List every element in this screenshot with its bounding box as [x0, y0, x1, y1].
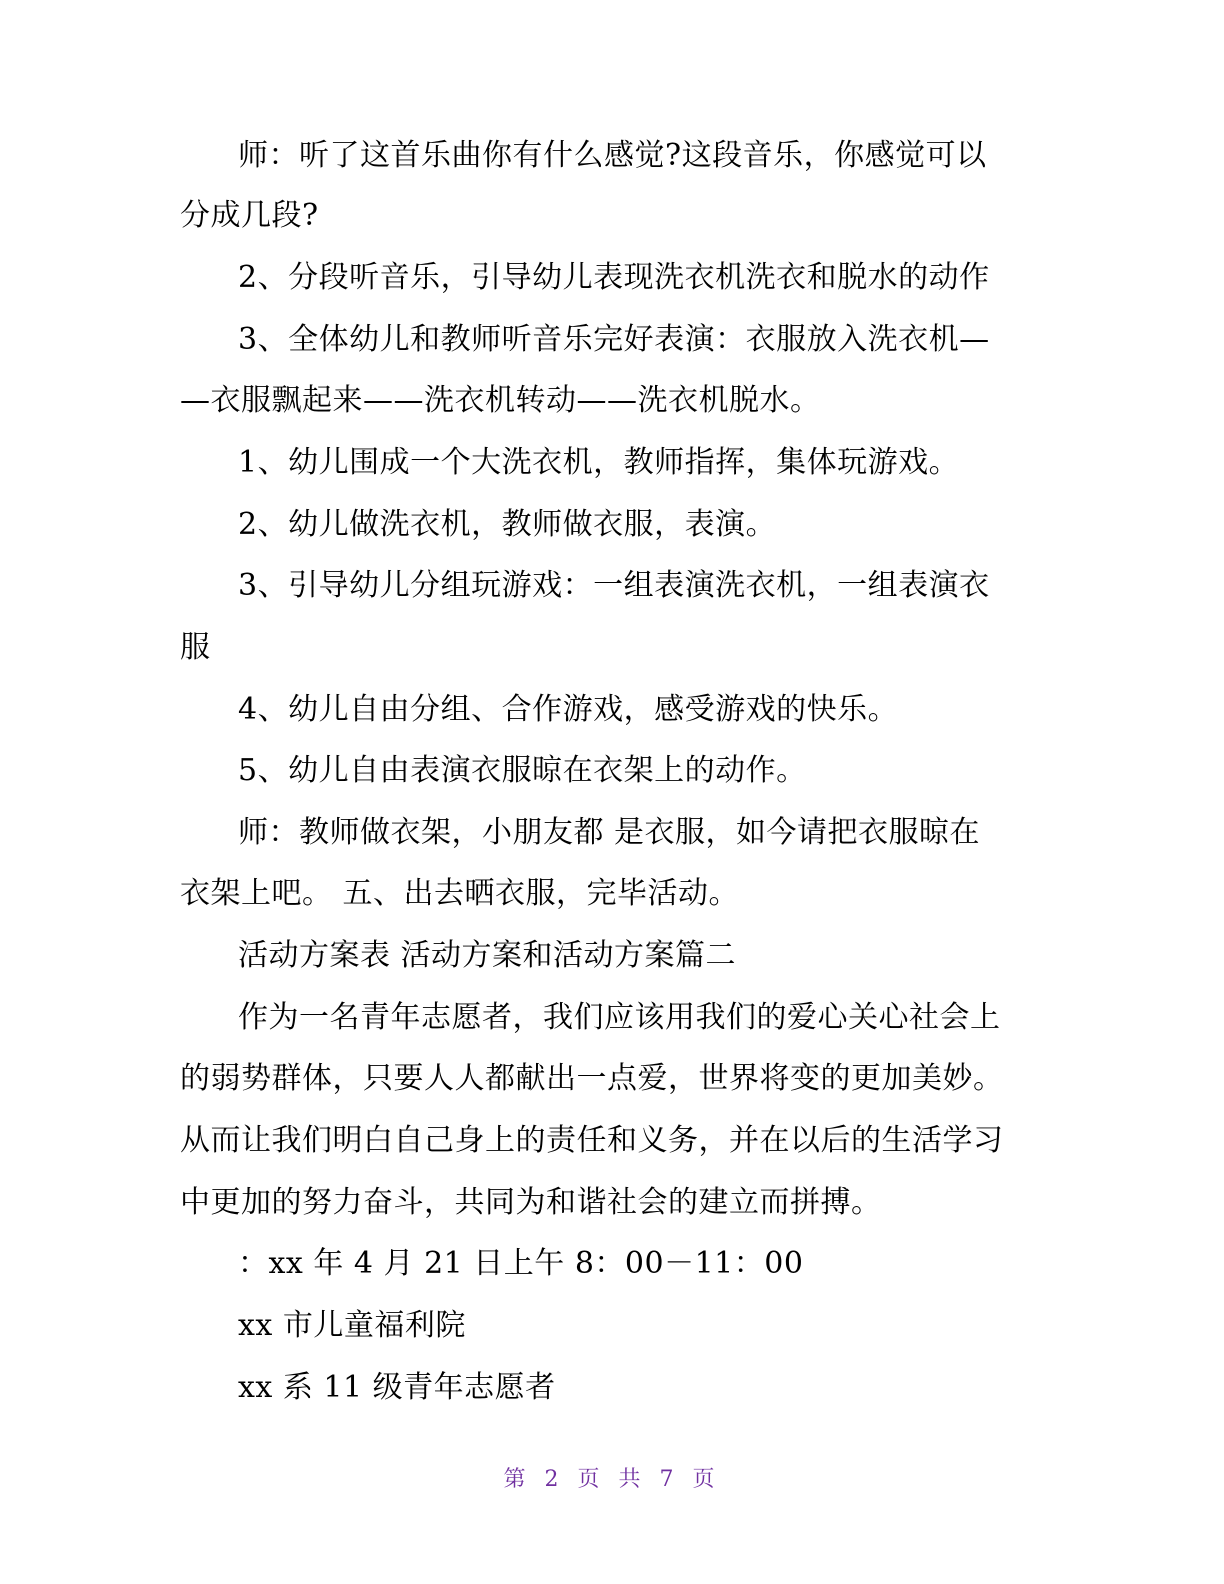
paragraph-line: 衣架上吧。 五、出去晒衣服，完毕活动。	[180, 876, 740, 911]
paragraph-line: 2、分段听音乐，引导幼儿表现洗衣机洗衣和脱水的动作	[238, 260, 990, 295]
paragraph-line: 5、幼儿自由表演衣服晾在衣架上的动作。	[238, 753, 807, 788]
section-heading: 活动方案表 活动方案和活动方案篇二	[238, 938, 737, 973]
paragraph-line: 作为一名青年志愿者，我们应该用我们的爱心关心社会上	[238, 1000, 1001, 1035]
paragraph-line: 2、幼儿做洗衣机，教师做衣服，表演。	[238, 507, 777, 542]
paragraph-line: 从而让我们明白自己身上的责任和义务，并在以后的生活学习	[180, 1123, 1004, 1158]
page-footer: 第 2 页 共 7 页	[503, 1467, 721, 1492]
paragraph-line: 的弱势群体，只要人人都献出一点爱，世界将变的更加美妙。	[180, 1061, 1004, 1096]
paragraph-line: xx 系 11 级青年志愿者	[238, 1370, 556, 1405]
paragraph-line: —衣服飘起来——洗衣机转动——洗衣机脱水。	[180, 383, 821, 418]
paragraph-line: 师：教师做衣架，小朋友都 是衣服，如今请把衣服晾在	[238, 815, 981, 850]
paragraph-line: 3、引导幼儿分组玩游戏：一组表演洗衣机，一组表演衣	[238, 568, 990, 603]
paragraph-line: 中更加的努力奋斗，共同为和谐社会的建立而拼搏。	[180, 1185, 882, 1220]
paragraph-line: ：xx 年 4 月 21 日上午 8：00－11：00	[238, 1246, 804, 1281]
paragraph-line: xx 市儿童福利院	[238, 1308, 466, 1343]
paragraph-line: 3、全体幼儿和教师听音乐完好表演：衣服放入洗衣机—	[238, 322, 990, 357]
paragraph-line: 师：听了这首乐曲你有什么感觉?这段音乐，你感觉可以	[238, 138, 987, 173]
paragraph-line: 服	[180, 630, 211, 665]
paragraph-line: 分成几段?	[180, 198, 319, 233]
paragraph-line: 1、幼儿围成一个大洗衣机，教师指挥，集体玩游戏。	[238, 445, 960, 480]
paragraph-line: 4、幼儿自由分组、合作游戏，感受游戏的快乐。	[238, 692, 899, 727]
